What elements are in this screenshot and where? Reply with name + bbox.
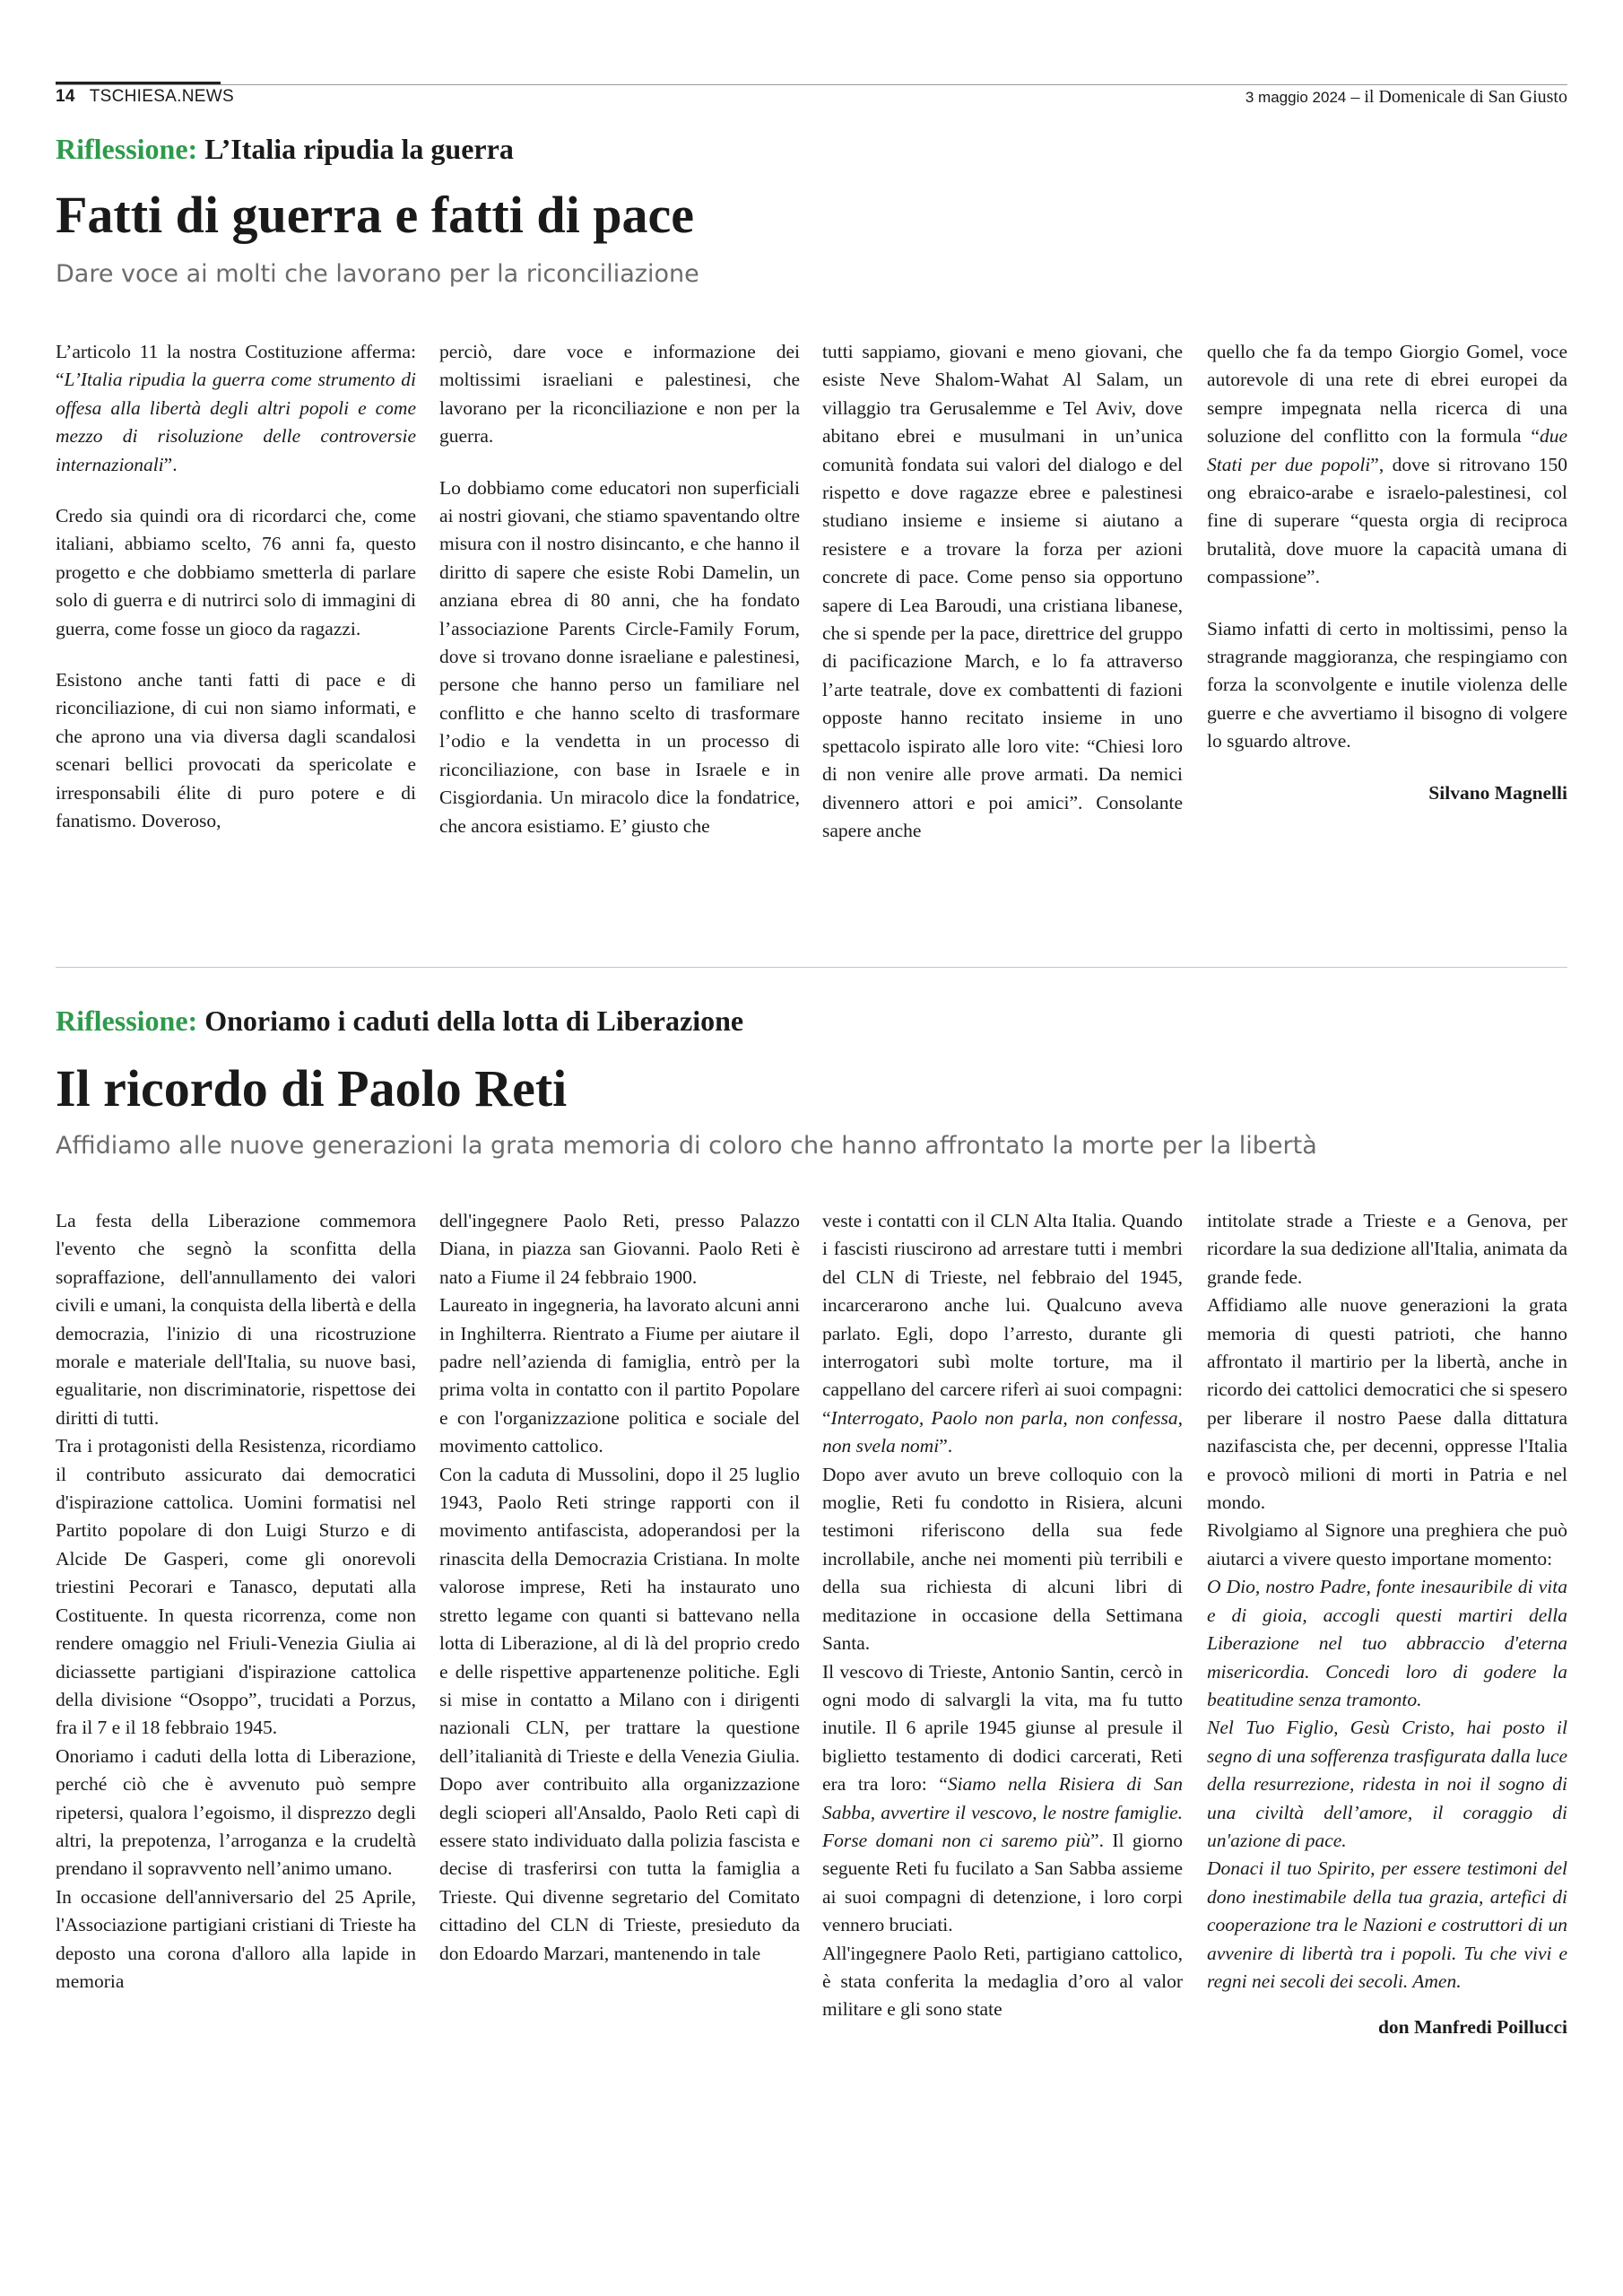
article2-col2-paragraph: Laureato in ingegneria, ha lavorato alcuni anni in Inghilterra. Rientrato a Fiume per aiutare il padre nell’azienda di famiglia, entrò per la prima volta in contatto con il partito Popolare e con l'organizzazione politica e sociale del movimento cattolico. <box>439 1294 800 1457</box>
article2-kicker <box>56 1004 743 1038</box>
article1-column-3 <box>822 338 1183 845</box>
article2-col3-paragraph <box>822 1207 1183 1461</box>
article1-col1-paragraph: Credo sia quindi ora di ricordarci che, come italiani, abbiamo scelto, 76 anni fa, questo progetto e che dobbiamo smetterla di parlare solo di guerra e di nutrirci solo di immagini di guerra, come fosse un gioco da ragazzi. <box>56 505 416 639</box>
article2-col1-paragraph: Tra i protagonisti della Resistenza, ricordiamo il contributo assicurato dai democratici d'ispirazione cattolica. Uomini formatisi nel Partito popolare di don Luigi Sturzo e di Alcide De Gasperi, come gli onorevoli triestini Pecorari e Tanasco, deputati alla Costituente. In questa ricorrenza, come non rendere omaggio nel Friuli-Venezia Giulia ai diciassette partigiani d'ispirazione cattolica della divisione “Osoppo”, trucidati a Porzus, fra il 7 e il 18 febbraio 1945. <box>56 1435 416 1739</box>
site-name: TSCHIESA.NEWS <box>89 87 234 106</box>
text-span: L’articolo 11 la nostra Costituzione afferma: “ <box>56 341 416 391</box>
article2-col1-paragraph: Onoriamo i caduti della lotta di Liberazione, perché ciò che è avvenuto può sempre ripetersi, qualora l’egoismo, il disprezzo degli altri, la prepotenza, l’arroganza e la crudeltà prendano il sopravvento nell’animo umano. <box>56 1744 416 1880</box>
article2-signature: don Manfredi Poillucci <box>1377 2016 1567 2039</box>
article1-column-1 <box>56 338 416 836</box>
article2-col4-paragraph: intitolate strade a Trieste e a Genova, per ricordare la sua dedizione all'Italia, animata da grande fede. <box>1207 1210 1567 1288</box>
article-separator <box>56 967 1567 968</box>
article2-column-2 <box>439 1207 800 1968</box>
article2-col2-paragraph: dell'ingegnere Paolo Reti, presso Palazzo Diana, in piazza san Giovanni. Paolo Reti è nato a Fiume il 24 febbraio 1900. <box>439 1210 800 1288</box>
constitution-quote: L’Italia ripudia la guerra come strumento di offesa alla libertà degli altri popoli e come mezzo di risoluzione delle controversie internazionali <box>56 369 416 475</box>
header-right <box>1245 87 1567 108</box>
header-rule <box>56 84 1567 85</box>
chaplain-quote: Interrogato, Paolo non parla, non confessa, non svela nomi <box>822 1406 1183 1457</box>
text-span: ”. <box>163 453 178 475</box>
prayer-paragraph <box>1207 1855 1567 1996</box>
article1-col1-paragraph: Esistono anche tanti fatti di pace e di riconciliazione, di cui non siamo informati, e che aprono una via diversa dagli scandalosi scenari bellici provocati da spericolate e irresponsabili élite di puro potere e di fanatismo. Doveroso, <box>56 669 416 832</box>
testament-quote: Siamo nella Risiera di San Sabba, avvertire il vescovo, le nostre famiglie. Forse domani non ci saremo più <box>822 1773 1183 1851</box>
article1-title: Fatti di guerra e fatti di pace <box>56 186 694 244</box>
article2-column-3 <box>822 1207 1183 2024</box>
article2-kicker-tag: Riflessione: <box>56 1004 198 1037</box>
text-span: Il vescovo di Trieste, Antonio Santin, cercò in ogni modo di salvargli la vita, ma fu tutto inutile. Il 6 aprile 1945 giunse al presule il biglietto testamento di dodici carcerati, Reti era tra loro: “ <box>822 1660 1183 1796</box>
article1-col2-paragraph: Lo dobbiamo come educatori non superficiali ai nostri giovani, che stiamo spaventando oltre misura con il nostro disincanto, e che hanno il diritto di sapere che esiste Robi Damelin, un anziana ebrea di 80 anni, che ha fondato l’associazione Parents Circle-Family Forum, dove si trovano donne israeliane e palestinesi, persone che hanno perso un familiare nel conflitto e che hanno scelto di trasformare l’odio e la vendetta in un processo di riconciliazione, con base in Israele e in Cisgiordania. Un miracolo dice la fondatrice, che ancora esistiamo. E’ giusto che <box>439 476 800 837</box>
text-span: ”, dove si ritrovano 150 ong ebraico-arabe e israelo-palestinesi, col fine di superare “questa orgia di reciproca brutalità, dove muore la capacità umana di compassione”. <box>1207 453 1567 588</box>
article1-kicker <box>56 133 514 166</box>
text-span: ”. Il giorno seguente Reti fu fucilato a San Sabba assieme ai suoi compagni di detenzione, i loro corpi vennero bruciati. <box>822 1829 1183 1936</box>
text-span: veste i contatti con il CLN Alta Italia. Quando i fascisti riuscirono ad arrestare tutti i membri del CLN di Trieste, nel febbraio del 1945, incarcerarono anche lui. Qualcuno aveva parlato. Egli, dopo l’arresto, durante gli interrogatori subì molte torture, ma il cappellano del carcere riferì ai suoi compagni: “ <box>822 1210 1183 1429</box>
article2-column-4 <box>1207 1207 1567 2042</box>
prayer-text: Nel Tuo Figlio, Gesù Cristo, hai posto il segno di una sofferenza trasfigurata dalla luce della resurrezione, ridesta in noi il sogno di una civiltà dell’amore, il coraggio di un'azione di pace. <box>1207 1717 1567 1851</box>
article2-column-1 <box>56 1207 416 1996</box>
prayer-text: Donaci il tuo Spirito, per essere testimoni del dono inestimabile della tua grazia, artefici di cooperazione tra le Nazioni e costruttori di un avvenire di libertà tra i popoli. Tu che vivi e regni nei secoli dei secoli. Amen. <box>1207 1857 1567 1992</box>
article2-col3-paragraph <box>822 1658 1183 1940</box>
formula-quote: due Stati per due popoli <box>1207 425 1567 475</box>
article2-col2-paragraph: Con la caduta di Mussolini, dopo il 25 luglio 1943, Paolo Reti stringe rapporti con il movimento antifascista, adoperandosi per la rinascita della Democrazia Cristiana. In molte valorose imprese, Reti ha instaurato uno stretto legame con quanti si battevano nella lotta di Liberazione, al di là del proprio credo e delle rispettive appartenenze politiche. Egli si mise in contatto a Milano con i dirigenti nazionali CLN, per trattare la questione dell’italianità di Trieste e della Venezia Giulia. Dopo aver contribuito alla organizzazione degli scioperi all'Ansaldo, Paolo Reti capì di essere stato individuato dalla polizia fascista e decise di trasferirsi con tutta la famiglia a Trieste. Qui divenne segretario del Comitato cittadino del CLN di Trieste, presieduto da don Edoardo Marzari, mantenendo in tale <box>439 1463 800 1964</box>
article2-col1-paragraph: In occasione dell'anniversario del 25 Aprile, l'Associazione partigiani cristiani di Trieste ha deposto una corona d'alloro alla lapide in memoria <box>56 1885 416 1992</box>
prayer-paragraph <box>1207 1714 1567 1855</box>
article1-col3-paragraph: tutti sappiamo, giovani e meno giovani, che esiste Neve Shalom-Wahat Al Salam, un villaggio tra Gerusalemme e Tel Aviv, dove abitano ebrei e musulmani in un’unica comunità fondata sui valori del dialogo e del rispetto e dove ragazze ebree e palestinesi studiano insieme e insieme si aiutano a resistere e a trovare la forza per azioni concrete di pace. Come penso sia opportuno sapere di Lea Baroudi, una cristiana libanese, che si spende per la pace, direttrice del gruppo di pacificazione March, e lo fa attraverso l’arte teatrale, dove ex combattenti di fazioni opposte hanno recitato insieme in uno spettacolo ispirato alle loro vite: “Chiesi loro di non venire alle prove armati. Da nemici divennero attori e poi amici”. Consolante sapere anche <box>822 341 1183 841</box>
article1-column-2 <box>439 338 800 840</box>
text-span: quello che fa da tempo Giorgio Gomel, voce autorevole di una rete di ebrei europei da sempre impegnata nella ricerca di una soluzione del conflitto con la formula “ <box>1207 341 1567 448</box>
article1-column-4 <box>1207 338 1567 831</box>
header-separator: – <box>1346 87 1365 107</box>
article1-col4-paragraph <box>1207 338 1567 592</box>
article2-col4-paragraph: Rivolgiamo al Signore una preghiera che può aiutarci a vivere questo importane momento: <box>1207 1519 1567 1570</box>
prayer-text: O Dio, nostro Padre, fonte inesauribile di vita e di gioia, accogli questi martiri della Liberazione nel tuo abbraccio d'eterna misericordia. Concedi loro di godere la beatitudine senza tramonto. <box>1207 1576 1567 1710</box>
article2-col4-paragraph: Affidiamo alle nuove generazioni la grata memoria di questi patrioti, che hanno affrontato il martirio per la libertà, anche in ricordo dei cattolici democratici che si spesero per liberare il nostro Paese dalla dittatura nazifascista che, per decenni, oppresse l'Italia e provocò milioni di morti in Patria e nel mondo. <box>1207 1294 1567 1514</box>
article1-signature: Silvano Magnelli <box>1428 781 1567 804</box>
article1-subtitle: Dare voce ai molti che lavorano per la riconciliazione <box>56 260 699 288</box>
article1-kicker-tag: Riflessione: <box>56 133 198 165</box>
article2-title: Il ricordo di Paolo Reti <box>56 1059 568 1118</box>
article1-col1-paragraph <box>56 338 416 479</box>
article2-col3-paragraph: All'ingegnere Paolo Reti, partigiano cattolico, è stata conferita la medaglia d’oro al valor militare e gli sono state <box>822 1942 1183 2021</box>
article1-col4-paragraph: Siamo infatti di certo in moltissimi, penso la stragrande maggioranza, che respingiamo con forza la sconvolgente e inutile violenza delle guerre e che avvertiamo il bisogno di volgere lo sguardo altrove. <box>1207 617 1567 752</box>
text-span: ”. <box>939 1435 953 1457</box>
article1-col2-paragraph: perciò, dare voce e informazione dei moltissimi israeliani e palestinesi, che lavorano per la riconciliazione e non per la guerra. <box>439 341 800 448</box>
page-number: 14 <box>56 87 75 106</box>
prayer-paragraph <box>1207 1573 1567 1714</box>
article2-col1-paragraph: La festa della Liberazione commemora l'evento che segnò la sconfitta della sopraffazione, dell'annullamento dei valori civili e umani, la conquista della libertà e della democrazia, l'inizio di una ricostruzione morale e materiale dell'Italia, su nuove basi, egualitarie, non discriminatorie, rispettose dei diritti di tutti. <box>56 1210 416 1429</box>
article2-col3-paragraph: Dopo aver avuto un breve colloquio con la moglie, Reti fu condotto in Risiera, alcuni testimoni riferiscono della sua fede incrollabile, anche nei momenti più terribili e della sua richiesta di alcuni libri di meditazione in occasione della Settimana Santa. <box>822 1463 1183 1655</box>
article2-kicker-text: Onoriamo i caduti della lotta di Liberazione <box>204 1004 744 1037</box>
header-left <box>56 87 234 107</box>
issue-date: 3 maggio 2024 <box>1245 89 1347 106</box>
article2-subtitle: Affidiamo alle nuove generazioni la grata memoria di coloro che hanno affrontato la morte per la libertà <box>56 1132 1317 1160</box>
article1-kicker-text: L’Italia ripudia la guerra <box>204 133 514 165</box>
publication-name: il Domenicale di San Giusto <box>1364 87 1567 107</box>
